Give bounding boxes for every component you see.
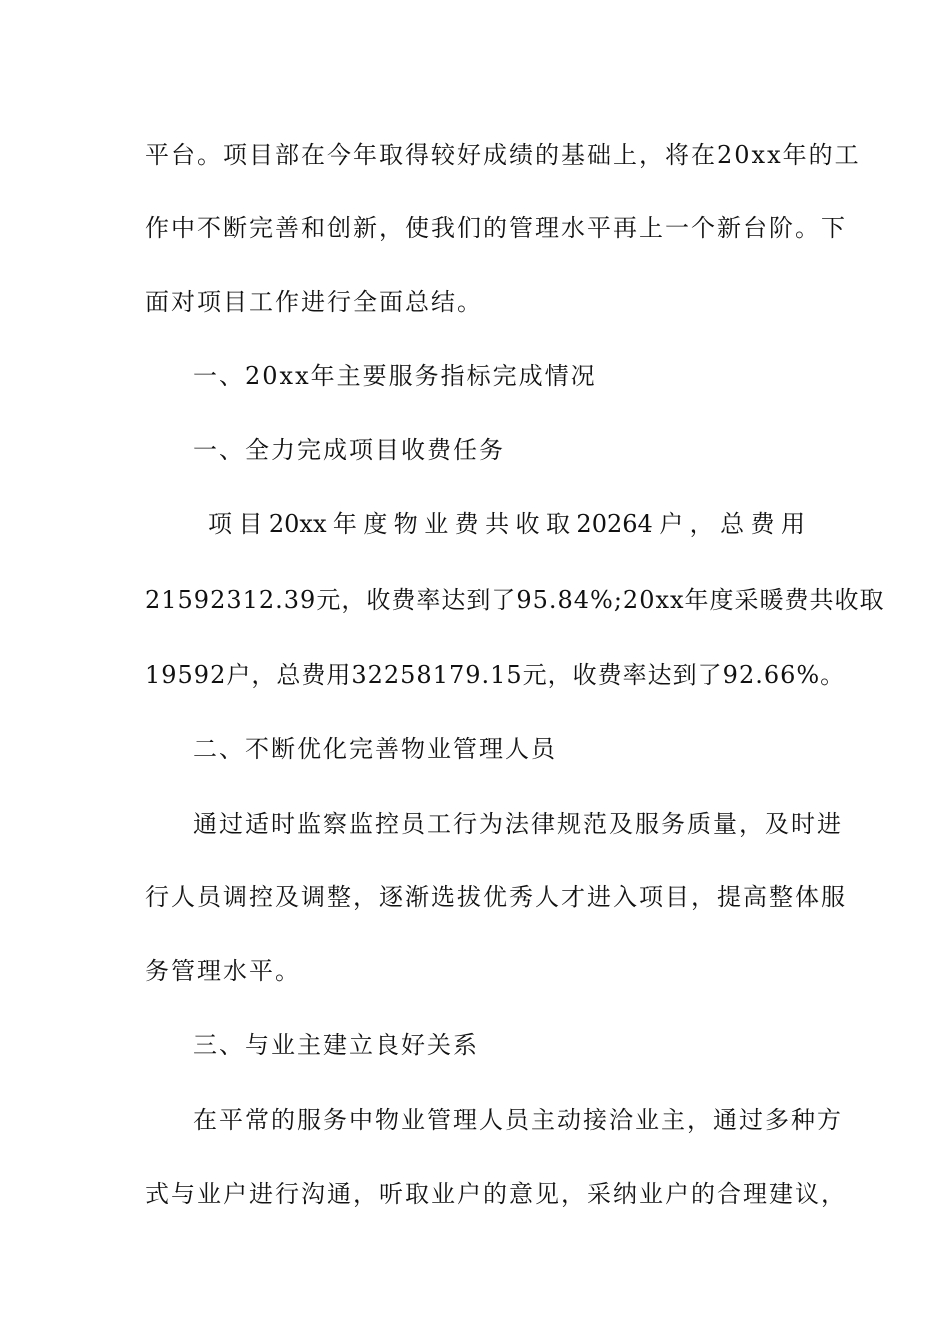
paragraph-line: 在平常的服务中物业管理人员主动接洽业主，通过多种方 bbox=[193, 1106, 843, 1134]
justified-word: 取 bbox=[545, 510, 570, 538]
section-heading: 一、20xx年主要服务指标完成情况 bbox=[193, 362, 597, 390]
paragraph-line: 面对项目工作进行全面总结。 bbox=[145, 288, 483, 316]
justified-word: 业 bbox=[424, 510, 449, 538]
subsection-heading: 二、不断优化完善物业管理人员 bbox=[193, 735, 557, 763]
justified-word: 用 bbox=[780, 510, 805, 538]
justified-word: 项 bbox=[208, 510, 232, 538]
paragraph-line: 务管理水平。 bbox=[145, 957, 301, 985]
paragraph-line: 平台。项目部在今年取得较好成绩的基础上，将在20xx年的工 bbox=[145, 141, 861, 169]
justified-word: 20264 bbox=[576, 510, 653, 538]
justified-word: 收 bbox=[515, 510, 540, 538]
paragraph-line-justified bbox=[208, 504, 805, 544]
justified-word: 费 bbox=[454, 510, 479, 538]
justified-word: 共 bbox=[485, 510, 510, 538]
justified-word: 总 bbox=[720, 510, 745, 538]
paragraph-line: 行人员调控及调整，逐渐选拔优秀人才进入项目，提高整体服 bbox=[145, 883, 847, 911]
subsection-heading: 三、与业主建立良好关系 bbox=[193, 1031, 479, 1059]
justified-word: 度 bbox=[363, 510, 388, 538]
justified-word: 物 bbox=[393, 510, 418, 538]
justified-word: 年 bbox=[332, 510, 357, 538]
paragraph-line: 19592户，总费用32258179.15元，收费率达到了92.66%。 bbox=[145, 661, 846, 689]
justified-word: 费 bbox=[750, 510, 775, 538]
justified-word: ， bbox=[689, 510, 714, 538]
paragraph-line: 通过适时监察监控员工行为法律规范及服务质量，及时进 bbox=[193, 810, 843, 838]
justified-word: 20xx bbox=[268, 510, 327, 538]
subsection-heading: 一、全力完成项目收费任务 bbox=[193, 436, 505, 464]
justified-word: 户 bbox=[659, 510, 684, 538]
paragraph-line: 式与业户进行沟通，听取业户的意见，采纳业户的合理建议， bbox=[145, 1180, 847, 1208]
paragraph-line: 21592312.39元，收费率达到了95.84%;20xx年度采暖费共收取 bbox=[145, 586, 885, 614]
justified-word: 目 bbox=[238, 510, 263, 538]
paragraph-line: 作中不断完善和创新，使我们的管理水平再上一个新台阶。下 bbox=[145, 214, 847, 242]
